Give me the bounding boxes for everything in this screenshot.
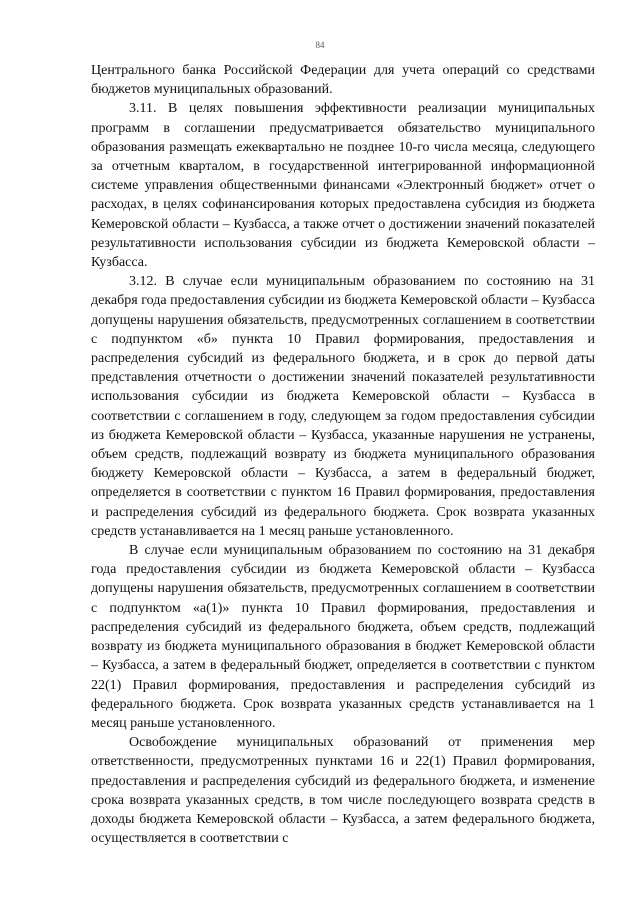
paragraph-3-11: 3.11. В целях повышения эффективности реализации муниципальных программ в соглашении предусматривается обязательство муниципального образования размещать ежеквартально не позднее 10-го числа месяца, следующего за отчетным кварталом, в государственной интегрированной информационной системе управления общественными финансами «Электронный бюджет» отчет о расходах, в целях софинансирования которых предоставлена субсидия из бюджета Кемеровской области – Кузбасса, а также отчет о достижении значений показателей результативности использования субсидии из бюджета Кемеровской области – Кузбасса. <box>91 101 595 271</box>
page-number: 84 <box>315 40 325 50</box>
paragraph-exemption: Освобождение муниципальных образований от применения мер ответственности, предусмотренных пунктами 16 и 22(1) Правил формирования, предоставления и распределения субсидий из федерального бюджета, и изменение срока возврата указанных средств, в том числе последующего возврата средств в доходы бюджета Кемеровской области – Кузбасса, а затем федерального бюджета, осуществляется в соответствии с <box>91 735 595 847</box>
paragraph-violation-a1: В случае если муниципальным образованием по состоянию на 31 декабря года предоставления субсидии из бюджета Кемеровской области – Кузбасса допущены нарушения обязательств, предусмотренных соглашением в соответствии с подпунктом «а(1)» пункта 10 Правил формирования, предоставления и распределения субсидий из федерального бюджета, объем средств, подлежащий возврату из бюджета муниципального образования в бюджет Кемеровской области – Кузбасса, а затем в федеральный бюджет, определяется в соответствии с пунктом 22(1) Правил формирования, предоставления и распределения субсидий из федерального бюджета. Срок возврата указанных средств устанавливается на 1 месяц раньше установленного. <box>91 543 595 731</box>
paragraph-3-12: 3.12. В случае если муниципальным образованием по состоянию на 31 декабря года предоставления субсидии из бюджета Кемеровской области – Кузбасса допущены нарушения обязательств, предусмотренных соглашением в соответствии с подпунктом «б» пункта 10 Правил формирования, предоставления и распределения субсидий из федерального бюджета, и в срок до первой даты представления отчетности о достижении значений показателей результативности использования субсидии из бюджета Кемеровской области – Кузбасса в соответствии с соглашением в году, следующем за годом предоставления субсидии из бюджета Кемеровской области – Кузбасса, указанные нарушения не устранены, объем средств, подлежащий возврату из бюджета муниципального образования бюджету Кемеровской области – Кузбасса, а затем в федеральный бюджет, определяется в соответствии с пунктом 16 Правил формирования, предоставления и распределения субсидий из федерального бюджета. Срок возврата указанных средств устанавливается на 1 месяц раньше установленного. <box>91 274 595 539</box>
document-body <box>91 61 595 848</box>
paragraph-continuation: Центрального банка Российской Федерации для учета операций со средствами бюджетов муниципальных образований. <box>91 63 595 98</box>
